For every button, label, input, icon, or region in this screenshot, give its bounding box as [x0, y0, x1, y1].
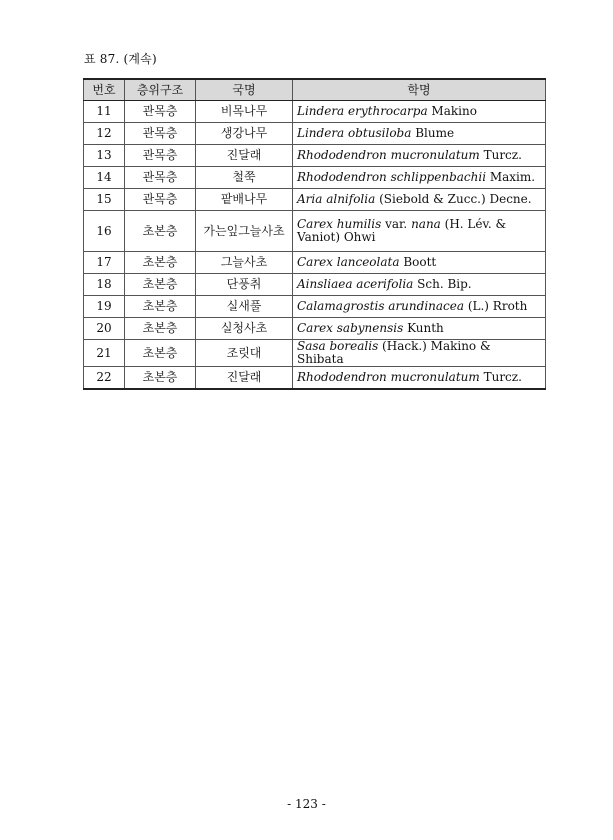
sci-name-italic: Ainsliaea acerifolia [297, 277, 414, 291]
table-row [84, 274, 546, 296]
sci-name-author: Kunth [403, 321, 444, 335]
table-row [84, 318, 546, 340]
table-row [84, 167, 546, 189]
sci-name-italic: Lindera erythrocarpa [297, 104, 428, 118]
cell-layer: 초본층 [125, 318, 196, 340]
sci-name-italic: Sasa borealis [297, 339, 379, 353]
cell-scientific-name [293, 189, 546, 211]
table-row [84, 211, 546, 252]
table-row [84, 145, 546, 167]
cell-layer: 관목층 [125, 167, 196, 189]
sci-name-italic: Carex lanceolata [297, 255, 400, 269]
cell-scientific-name [293, 296, 546, 318]
sci-name-italic: Rhododendron schlippenbachii [297, 170, 487, 184]
cell-layer: 초본층 [125, 274, 196, 296]
sci-name-author: Boott [399, 255, 437, 269]
cell-layer: 초본층 [125, 252, 196, 274]
cell-korean-name: 가는잎그늘사초 [196, 211, 293, 252]
header-scientific-name: 학명 [293, 79, 546, 101]
header-layer: 층위구조 [125, 79, 196, 101]
cell-scientific-name [293, 101, 546, 123]
cell-korean-name: 진달래 [196, 367, 293, 390]
sci-name-italic-2: nana [411, 217, 441, 231]
cell-scientific-name [293, 252, 546, 274]
sci-name-author-2: (H. Lév. & Vaniot) Ohwi [297, 217, 507, 244]
cell-scientific-name [293, 211, 546, 252]
cell-number: 22 [84, 367, 125, 390]
table-row [84, 189, 546, 211]
cell-scientific-name [293, 367, 546, 390]
sci-name-author: (Hack.) Makino & Shibata [297, 339, 491, 366]
cell-number: 16 [84, 211, 125, 252]
table-row [84, 367, 546, 390]
cell-scientific-name [293, 123, 546, 145]
table-header-row [84, 79, 546, 101]
cell-layer: 관목층 [125, 189, 196, 211]
species-table [83, 78, 546, 390]
sci-name-author: var. [381, 217, 412, 231]
cell-number: 14 [84, 167, 125, 189]
cell-korean-name: 철쭉 [196, 167, 293, 189]
sci-name-author: Makino [427, 104, 477, 118]
cell-korean-name: 팥배나무 [196, 189, 293, 211]
cell-korean-name: 진달래 [196, 145, 293, 167]
sci-name-author: Maxim. [486, 170, 536, 184]
cell-korean-name: 조릿대 [196, 340, 293, 367]
sci-name-italic: Calamagrostis arundinacea [297, 299, 465, 313]
cell-korean-name: 실청사초 [196, 318, 293, 340]
cell-scientific-name [293, 167, 546, 189]
table-caption: 표 87. (계속) [84, 52, 157, 66]
cell-layer: 관목층 [125, 145, 196, 167]
sci-name-author: (L.) Rroth [464, 299, 528, 313]
sci-name-italic: Aria alnifolia [297, 192, 376, 206]
sci-name-author: Sch. Bip. [413, 277, 472, 291]
cell-number: 20 [84, 318, 125, 340]
sci-name-italic: Lindera obtusiloba [297, 126, 412, 140]
cell-layer: 초본층 [125, 340, 196, 367]
cell-scientific-name [293, 318, 546, 340]
cell-number: 15 [84, 189, 125, 211]
cell-scientific-name [293, 274, 546, 296]
sci-name-italic: Carex sabynensis [297, 321, 404, 335]
table-row [84, 252, 546, 274]
cell-number: 11 [84, 101, 125, 123]
page-number: - 123 - [287, 797, 326, 811]
cell-layer: 관목층 [125, 123, 196, 145]
cell-korean-name: 비목나무 [196, 101, 293, 123]
cell-number: 19 [84, 296, 125, 318]
cell-korean-name: 실새풀 [196, 296, 293, 318]
cell-number: 17 [84, 252, 125, 274]
header-number: 번호 [84, 79, 125, 101]
sci-name-author: Blume [411, 126, 455, 140]
sci-name-italic: Rhododendron mucronulatum [297, 370, 480, 384]
table-row [84, 101, 546, 123]
table-row [84, 296, 546, 318]
cell-layer: 초본층 [125, 296, 196, 318]
cell-number: 13 [84, 145, 125, 167]
cell-korean-name: 단풍취 [196, 274, 293, 296]
sci-name-italic: Rhododendron mucronulatum [297, 148, 480, 162]
sci-name-author: Turcz. [479, 148, 522, 162]
cell-number: 12 [84, 123, 125, 145]
cell-korean-name: 그늘사초 [196, 252, 293, 274]
cell-layer: 관목층 [125, 101, 196, 123]
cell-number: 21 [84, 340, 125, 367]
cell-scientific-name [293, 145, 546, 167]
cell-scientific-name [293, 340, 546, 367]
sci-name-author: Turcz. [479, 370, 522, 384]
table-row [84, 340, 546, 367]
sci-name-author: (Siebold & Zucc.) Decne. [375, 192, 532, 206]
table-row [84, 123, 546, 145]
cell-number: 18 [84, 274, 125, 296]
header-korean-name: 국명 [196, 79, 293, 101]
cell-layer: 초본층 [125, 367, 196, 390]
cell-layer: 초본층 [125, 211, 196, 252]
cell-korean-name: 생강나무 [196, 123, 293, 145]
sci-name-italic: Carex humilis [297, 217, 382, 231]
